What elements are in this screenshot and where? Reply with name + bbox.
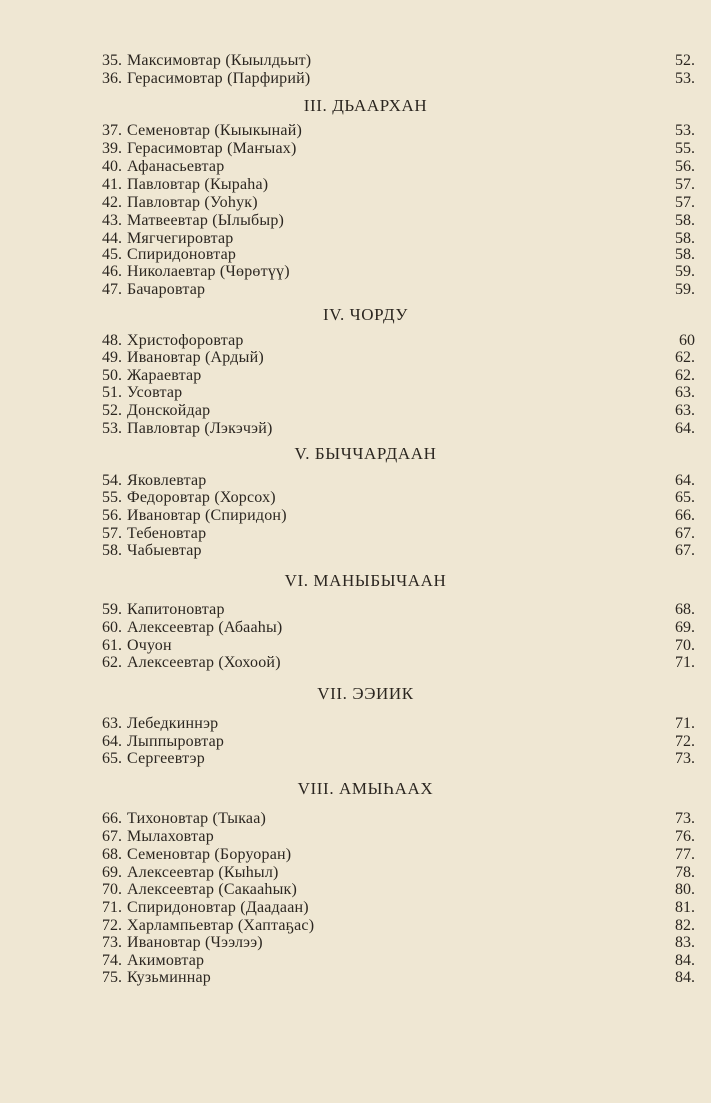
toc-entry (0, 122, 711, 140)
entry-number: 45. (102, 246, 122, 263)
entry-page: 68. (675, 601, 695, 618)
entry-page: 59. (675, 263, 695, 280)
entry-title: Лебедкиннэр (127, 715, 219, 732)
entry-title: Спиридоновтар (Даадаан) (127, 899, 309, 916)
toc-entry (0, 176, 711, 194)
toc-entry (0, 420, 711, 438)
entry-title: Павловтар (Уоһук) (127, 194, 258, 211)
entry-title: Ивановтар (Спиридон) (127, 507, 287, 524)
toc-entry (0, 489, 711, 507)
entry-number: 64. (102, 733, 122, 750)
entry-page: 64. (675, 420, 695, 437)
entry-page: 55. (675, 140, 695, 157)
entry-page: 82. (675, 917, 695, 934)
entry-page: 53. (675, 70, 695, 87)
entry-page: 52. (675, 52, 695, 69)
entry-page: 71. (675, 654, 695, 671)
entry-title: Ивановтар (Чээлээ) (127, 934, 263, 951)
entry-page: 78. (675, 864, 695, 881)
toc-entry (0, 507, 711, 525)
entry-page: 58. (675, 230, 695, 247)
entry-page: 56. (675, 158, 695, 175)
toc-entry (0, 542, 711, 560)
entry-number: 48. (102, 332, 122, 349)
toc-entry (0, 332, 711, 350)
entry-title: Сергеевтэр (127, 750, 205, 767)
toc-entry (0, 810, 711, 828)
entry-number: 59. (102, 601, 122, 618)
toc-entry (0, 246, 711, 264)
entry-title: Федоровтар (Хорсох) (127, 489, 276, 506)
entry-page: 73. (675, 810, 695, 827)
entry-title: Павловтар (Кыраһа) (127, 176, 269, 193)
entry-title: Семеновтар (Боруоран) (127, 846, 292, 863)
entry-title: Семеновтар (Кыыкынай) (127, 122, 302, 139)
toc-entry (0, 52, 711, 70)
entry-title: Герасимовтар (Парфирий) (127, 70, 311, 87)
entry-title: Алексеевтар (Абааһы) (127, 619, 283, 636)
entry-number: 68. (102, 846, 122, 863)
entry-number: 49. (102, 349, 122, 366)
entry-page: 62. (675, 367, 695, 384)
entry-page: 63. (675, 384, 695, 401)
entry-number: 75. (102, 969, 122, 986)
entry-title: Максимовтар (Кыылдьыт) (127, 52, 312, 69)
toc-entry (0, 472, 711, 490)
entry-number: 40. (102, 158, 122, 175)
entry-number: 66. (102, 810, 122, 827)
toc-entry (0, 263, 711, 281)
section-heading: VIII. АМЫҺААХ (297, 779, 434, 798)
entry-number: 44. (102, 230, 122, 247)
entry-number: 70. (102, 881, 122, 898)
entry-number: 58. (102, 542, 122, 559)
entry-number: 39. (102, 140, 122, 157)
entry-number: 54. (102, 472, 122, 489)
entry-title: Тебеновтар (127, 525, 207, 542)
entry-number: 63. (102, 715, 122, 732)
entry-title: Бачаровтар (127, 281, 206, 298)
entry-page: 81. (675, 899, 695, 916)
toc-entry (0, 654, 711, 672)
entry-page: 72. (675, 733, 695, 750)
entry-number: 61. (102, 637, 122, 654)
entry-number: 52. (102, 402, 122, 419)
entry-page: 58. (675, 212, 695, 229)
toc-entry (0, 140, 711, 158)
section-heading: V. БЫЧЧАРДААН (294, 444, 437, 463)
toc-entry (0, 70, 711, 88)
entry-title: Лыппыровтар (127, 733, 225, 750)
entry-number: 69. (102, 864, 122, 881)
toc-entry (0, 619, 711, 637)
entry-title: Мягчегировтар (127, 230, 234, 247)
entry-page: 71. (675, 715, 695, 732)
entry-page: 63. (675, 402, 695, 419)
entry-page: 62. (675, 349, 695, 366)
entry-number: 60. (102, 619, 122, 636)
toc-entry (0, 367, 711, 385)
entry-number: 72. (102, 917, 122, 934)
entry-page: 65. (675, 489, 695, 506)
toc-entry (0, 952, 711, 970)
entry-title: Усовтар (127, 384, 183, 401)
entry-page: 60 (679, 332, 695, 349)
entry-title: Жараевтар (127, 367, 202, 384)
toc-entry (0, 525, 711, 543)
entry-page: 66. (675, 507, 695, 524)
entry-page: 73. (675, 750, 695, 767)
entry-number: 65. (102, 750, 122, 767)
entry-page: 80. (675, 881, 695, 898)
entry-page: 53. (675, 122, 695, 139)
entry-title: Мылаховтар (127, 828, 214, 845)
toc-entry (0, 402, 711, 420)
entry-number: 51. (102, 384, 122, 401)
toc-entry (0, 899, 711, 917)
entry-page: 69. (675, 619, 695, 636)
entry-number: 35. (102, 52, 122, 69)
entry-title: Чабыевтар (127, 542, 202, 559)
entry-title: Кузьминнар (127, 969, 211, 986)
entry-title: Харлампьевтар (Хаптаҕас) (127, 917, 315, 934)
entry-number: 42. (102, 194, 122, 211)
entry-number: 46. (102, 263, 122, 280)
entry-number: 57. (102, 525, 122, 542)
entry-title: Очуон (127, 637, 172, 654)
toc-entry (0, 158, 711, 176)
toc-entry (0, 601, 711, 619)
entry-title: Акимовтар (127, 952, 205, 969)
entry-page: 83. (675, 934, 695, 951)
section-heading: VII. ЭЭИИК (317, 684, 414, 703)
entry-title: Николаевтар (Чөрөтүү) (127, 263, 290, 280)
toc-entry (0, 934, 711, 952)
entry-page: 57. (675, 176, 695, 193)
entry-page: 67. (675, 525, 695, 542)
entry-number: 37. (102, 122, 122, 139)
toc-entry (0, 349, 711, 367)
toc-entry (0, 750, 711, 768)
entry-page: 84. (675, 952, 695, 969)
toc-entry (0, 733, 711, 751)
entry-title: Ивановтар (Ардый) (127, 349, 264, 366)
toc-entry (0, 881, 711, 899)
entry-number: 43. (102, 212, 122, 229)
entry-number: 55. (102, 489, 122, 506)
entry-title: Алексеевтар (Кыһыл) (127, 864, 279, 881)
entry-page: 76. (675, 828, 695, 845)
entry-number: 74. (102, 952, 122, 969)
entry-page: 59. (675, 281, 695, 298)
entry-title: Матвеевтар (Ылыбыр) (127, 212, 285, 229)
entry-title: Яковлевтар (127, 472, 207, 489)
entry-title: Афанасьевтар (127, 158, 225, 175)
toc-entry (0, 194, 711, 212)
entry-number: 71. (102, 899, 122, 916)
toc-entry (0, 864, 711, 882)
toc-entry (0, 828, 711, 846)
entry-title: Герасимовтар (Маҥыах) (127, 140, 297, 157)
entry-page: 84. (675, 969, 695, 986)
entry-title: Капитоновтар (127, 601, 225, 618)
entry-number: 36. (102, 70, 122, 87)
entry-title: Спиридоновтар (127, 246, 237, 263)
entry-number: 50. (102, 367, 122, 384)
entry-number: 56. (102, 507, 122, 524)
section-heading: VI. МАНЫБЫЧААН (284, 571, 447, 590)
entry-number: 47. (102, 281, 122, 298)
toc-entry (0, 846, 711, 864)
entry-page: 67. (675, 542, 695, 559)
entry-page: 57. (675, 194, 695, 211)
entry-title: Алексеевтар (Сакааһык) (127, 881, 298, 898)
entry-number: 73. (102, 934, 122, 951)
entry-page: 77. (675, 846, 695, 863)
entry-page: 58. (675, 246, 695, 263)
section-heading: III. ДЬААРХАН (303, 96, 428, 115)
toc-entry (0, 917, 711, 935)
entry-number: 67. (102, 828, 122, 845)
toc-entry (0, 715, 711, 733)
entry-title: Алексеевтар (Хохоой) (127, 654, 281, 671)
toc-entry (0, 969, 711, 987)
toc-entry (0, 281, 711, 299)
entry-title: Христофоровтар (127, 332, 244, 349)
entry-number: 53. (102, 420, 122, 437)
entry-number: 41. (102, 176, 122, 193)
section-heading: IV. ЧОРДУ (323, 305, 408, 324)
toc-entry (0, 384, 711, 402)
entry-title: Тихоновтар (Тыкаа) (127, 810, 267, 827)
toc-entry (0, 637, 711, 655)
entry-title: Донскойдар (127, 402, 211, 419)
entry-number: 62. (102, 654, 122, 671)
toc-entry (0, 212, 711, 230)
entry-title: Павловтар (Лэкэчэй) (127, 420, 273, 437)
entry-page: 64. (675, 472, 695, 489)
entry-page: 70. (675, 637, 695, 654)
